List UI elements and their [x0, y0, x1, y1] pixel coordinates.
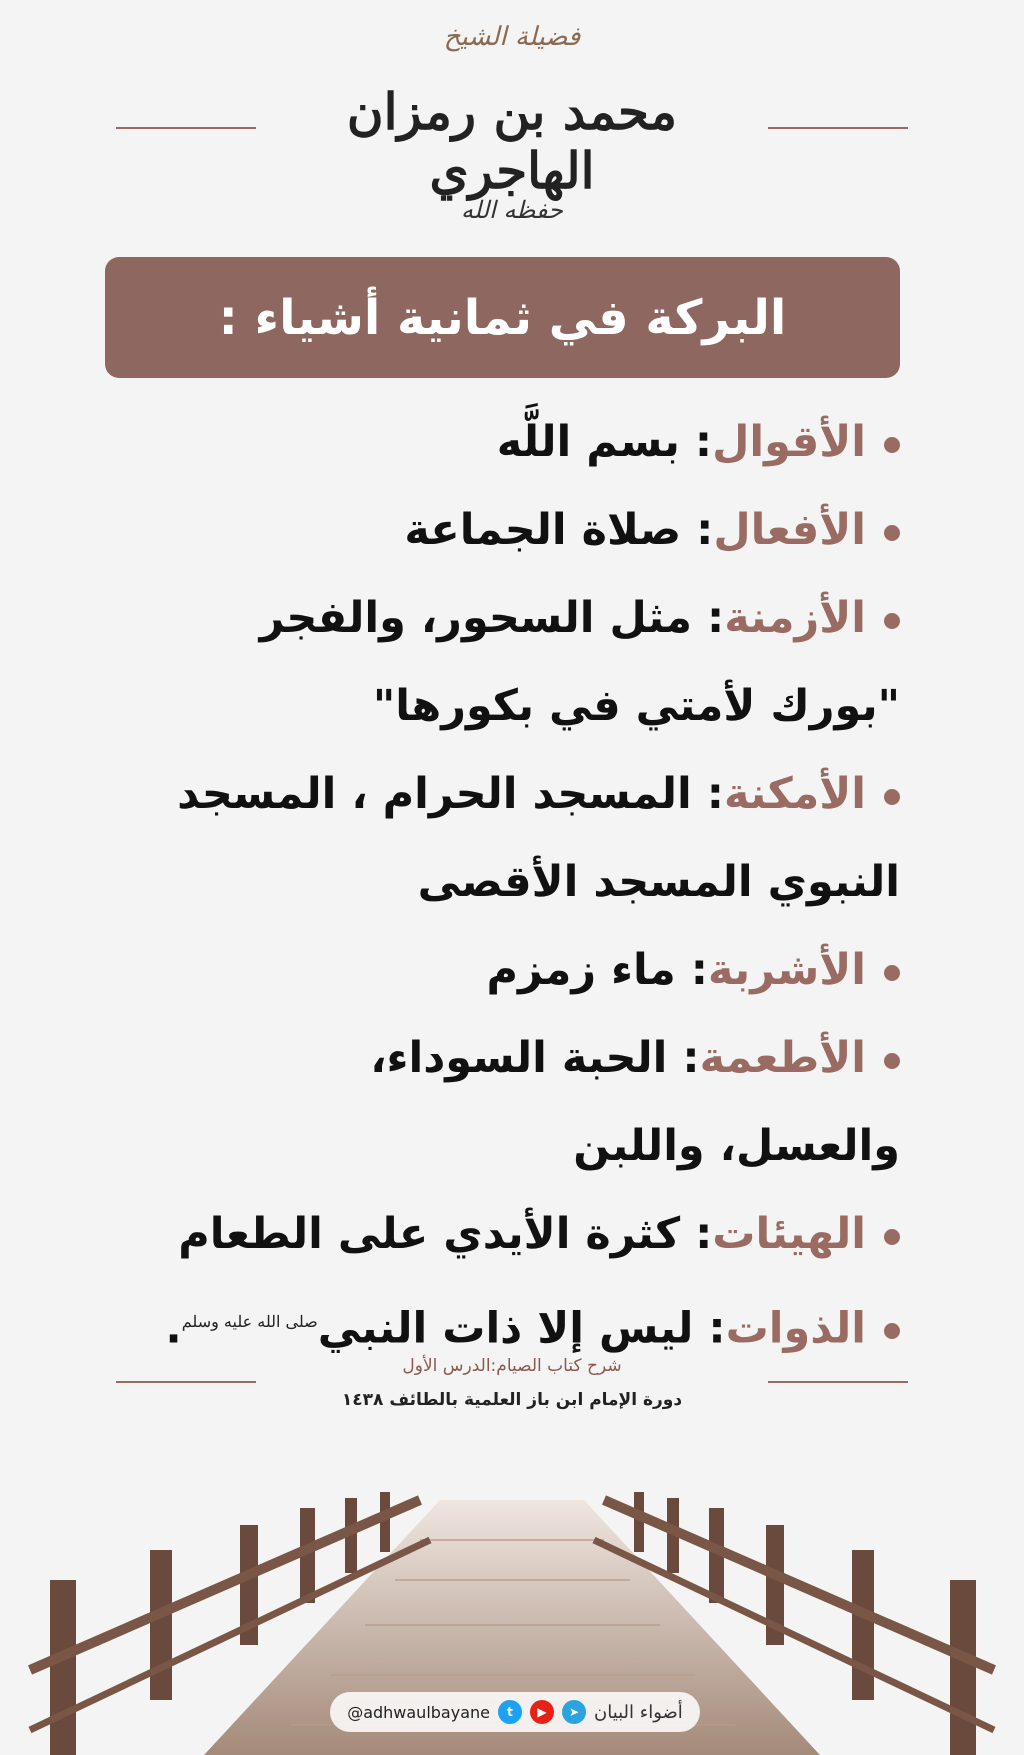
- item-label: الهيئات: [712, 1209, 866, 1259]
- bullet-dot: [884, 1053, 900, 1069]
- bullet-dot: [884, 1229, 900, 1245]
- item-line: [120, 1278, 900, 1366]
- item-line: [120, 926, 900, 1014]
- youtube-icon[interactable]: ▶: [530, 1700, 554, 1724]
- item-label: الأزمنة: [724, 593, 866, 643]
- item-line: [120, 486, 900, 574]
- right-divider: [768, 127, 908, 129]
- bullet-dot: [884, 525, 900, 541]
- item-text: : كثرة الأيدي على الطعام: [178, 1209, 713, 1259]
- course-label: دورة الإمام ابن باز العلمية بالطائف ١٤٣٨: [341, 1390, 683, 1410]
- handle[interactable]: @adhwaulbayane: [347, 1702, 490, 1722]
- item-label: الأمكنة: [723, 769, 866, 819]
- telegram-icon[interactable]: ➤: [562, 1700, 586, 1724]
- title: البركة في ثمانية أشياء :: [218, 289, 787, 346]
- item-text: : الحبة السوداء،: [370, 1033, 700, 1083]
- item-text: والعسل، واللبن: [573, 1121, 900, 1171]
- blessing: حفظه الله: [461, 196, 563, 224]
- bullet-dot: [884, 613, 900, 629]
- item-text: : مثل السحور، والفجر: [259, 593, 725, 643]
- item-text: "بورك لأمتي في بكورها": [372, 681, 900, 731]
- item-line: [120, 662, 900, 750]
- logo: أضواء البيان: [593, 1701, 683, 1723]
- lesson-label: شرح كتاب الصيام:الدرس الأول: [402, 1356, 622, 1376]
- item-line: [120, 1190, 900, 1278]
- footer-divider-right: [768, 1381, 908, 1383]
- item-label: الأشربة: [707, 945, 866, 995]
- item-text: : صلاة الجماعة: [404, 505, 714, 555]
- footer-divider-left: [116, 1381, 256, 1383]
- item-text: : ماء زمزم: [486, 945, 708, 995]
- item-label: الأطعمة: [699, 1033, 866, 1083]
- item-text: : بسم اللَّه: [496, 417, 713, 467]
- sheikh-name: محمد بن رمزان الهاجري: [346, 82, 678, 200]
- social-bar: [330, 1692, 700, 1732]
- honorific: فضيلة الشيخ: [443, 22, 581, 52]
- left-divider: [116, 127, 256, 129]
- item-label: الذوات: [725, 1303, 866, 1354]
- twitter-icon[interactable]: t: [498, 1700, 522, 1724]
- honorific-mark: صلى الله عليه وسلم: [181, 1312, 318, 1331]
- item-label: الأفعال: [713, 505, 866, 555]
- item-line: [120, 574, 900, 662]
- item-line: [120, 838, 900, 926]
- bullet-dot: [884, 437, 900, 453]
- item-line: [120, 1014, 900, 1102]
- bullet-dot: [884, 965, 900, 981]
- line-end: .: [165, 1303, 182, 1354]
- item-text: : ليس إلا ذات النبي: [317, 1303, 726, 1354]
- item-text: النبوي المسجد الأقصى: [417, 857, 900, 907]
- header: [0, 0, 1024, 240]
- item-line: [120, 750, 900, 838]
- item-text: : المسجد الحرام ، المسجد: [177, 769, 724, 819]
- item-line: [120, 1102, 900, 1190]
- item-label: الأقوال: [712, 417, 866, 467]
- bullet-dot: [884, 1323, 900, 1339]
- title-box: [105, 257, 900, 378]
- bullet-dot: [884, 789, 900, 805]
- item-line: [120, 398, 900, 486]
- items-list: [120, 398, 900, 1366]
